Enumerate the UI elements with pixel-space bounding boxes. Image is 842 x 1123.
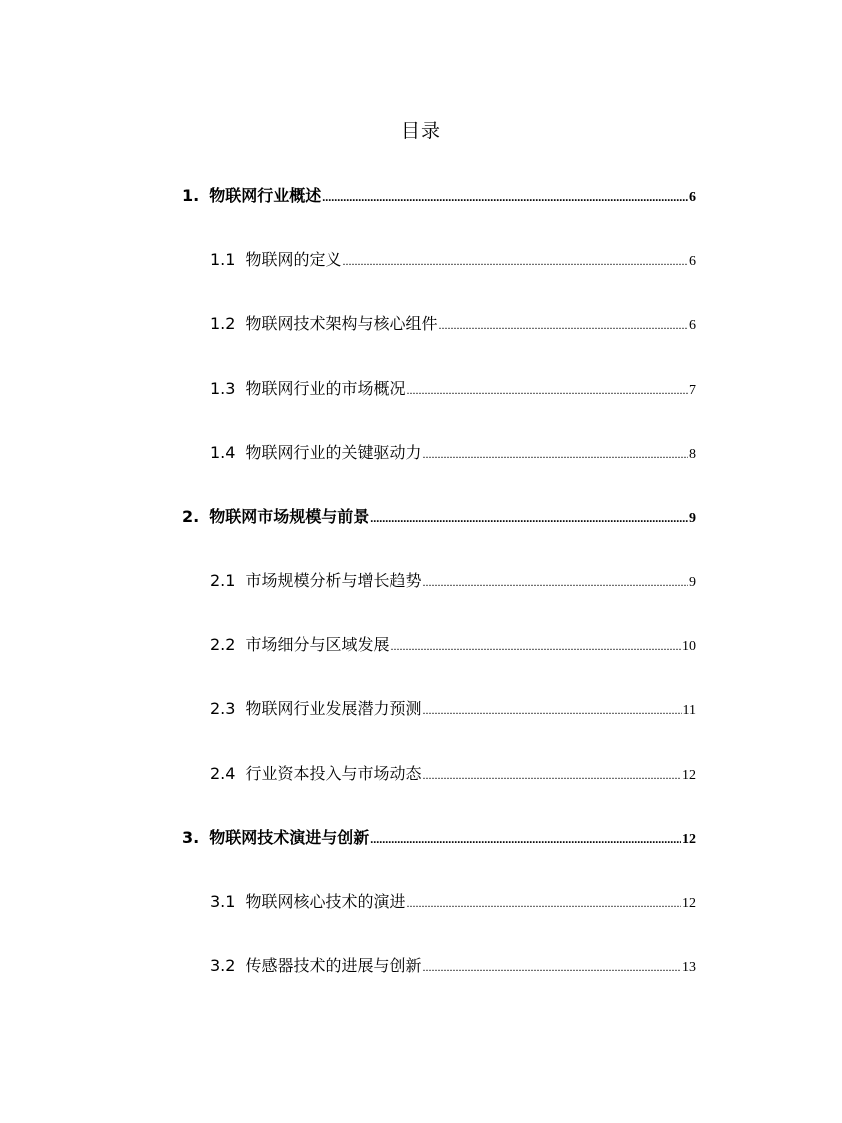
toc-entry-2[interactable] [182, 504, 696, 527]
dot-leader [370, 832, 681, 847]
dot-leader [422, 575, 688, 590]
toc-entry-2-2[interactable] [210, 632, 696, 655]
toc-entry-page: 12 [682, 768, 696, 783]
toc-entry-text: 市场规模分析与增长趋势 [245, 571, 422, 590]
toc-entry-number: 1. [182, 186, 200, 205]
toc-entry-label [210, 311, 437, 334]
toc-entry-text: 物联网行业概述 [209, 186, 322, 205]
toc-entry-number: 3.2 [210, 956, 236, 975]
toc-entry-label [210, 247, 341, 270]
toc-entry-number: 1.2 [210, 314, 236, 333]
dot-leader [422, 960, 681, 975]
toc-entry-text: 物联网技术架构与核心组件 [245, 314, 438, 333]
dot-leader [370, 511, 688, 526]
toc-entry-number: 3. [182, 828, 200, 847]
toc-title: 目录 [400, 120, 441, 142]
toc-entry-text: 物联网行业发展潜力预测 [245, 699, 422, 718]
toc-entry-1-4[interactable] [210, 440, 696, 463]
toc-entry-number: 1.3 [210, 379, 236, 398]
toc-entry-label [210, 889, 405, 912]
toc-entry-page: 12 [682, 896, 696, 911]
dot-leader [406, 896, 681, 911]
dot-leader [322, 190, 688, 205]
toc-entry-label [210, 568, 421, 591]
toc-entry-page: 10 [682, 639, 696, 654]
toc-entry-2-3[interactable] [210, 696, 696, 719]
toc-entry-3[interactable] [182, 825, 696, 848]
dot-leader [438, 318, 688, 333]
toc-entry-number: 2.3 [210, 699, 236, 718]
toc-entry-page: 11 [682, 703, 696, 718]
toc-entry-text: 物联网市场规模与前景 [209, 507, 370, 526]
toc-entry-3-1[interactable] [210, 889, 696, 912]
toc-entry-1[interactable] [182, 183, 696, 206]
toc-entry-page: 13 [682, 960, 696, 975]
toc-entry-label [182, 825, 369, 848]
toc-entry-text: 物联网行业的关键驱动力 [245, 443, 422, 462]
toc-entry-1-1[interactable] [210, 247, 696, 270]
toc-entry-number: 3.1 [210, 892, 236, 911]
toc-entry-label [210, 632, 389, 655]
toc-entry-text: 行业资本投入与市场动态 [245, 764, 422, 783]
toc-entry-page: 7 [689, 383, 696, 398]
toc-entry-1-2[interactable] [210, 311, 696, 334]
toc-entry-number: 2.1 [210, 571, 236, 590]
toc-entry-text: 物联网行业的市场概况 [245, 379, 406, 398]
toc-entry-label [210, 761, 421, 784]
toc-entry-label [210, 953, 421, 976]
toc-entry-1-3[interactable] [210, 376, 696, 399]
toc-entry-label [182, 504, 369, 527]
toc-entry-label [210, 376, 405, 399]
dot-leader [422, 703, 681, 718]
dot-leader [406, 383, 688, 398]
dot-leader [422, 447, 688, 462]
toc-entry-page: 8 [689, 447, 696, 462]
toc-entry-text: 物联网的定义 [245, 250, 342, 269]
toc-entry-page: 6 [689, 190, 696, 205]
toc-entry-3-2[interactable] [210, 953, 696, 976]
toc-entry-text: 传感器技术的进展与创新 [245, 956, 422, 975]
toc-entry-label [210, 440, 421, 463]
dot-leader [422, 768, 681, 783]
toc-entry-2-4[interactable] [210, 761, 696, 784]
toc-entry-number: 2. [182, 507, 200, 526]
toc-entry-2-1[interactable] [210, 568, 696, 591]
toc-entry-number: 1.4 [210, 443, 236, 462]
toc-entry-text: 物联网核心技术的演进 [245, 892, 406, 911]
toc-entry-number: 1.1 [210, 250, 236, 269]
toc-entry-text: 物联网技术演进与创新 [209, 828, 370, 847]
dot-leader [390, 639, 681, 654]
dot-leader [342, 254, 688, 269]
toc-entry-page: 6 [689, 318, 696, 333]
toc-entry-number: 2.2 [210, 635, 236, 654]
toc-entry-page: 9 [689, 511, 696, 526]
toc-entry-page: 12 [682, 832, 696, 847]
toc-entry-page: 6 [689, 254, 696, 269]
toc-entry-label [210, 696, 421, 719]
toc-entry-page: 9 [689, 575, 696, 590]
toc-entry-text: 市场细分与区域发展 [245, 635, 390, 654]
toc-entry-label [182, 183, 321, 206]
toc-entry-number: 2.4 [210, 764, 236, 783]
